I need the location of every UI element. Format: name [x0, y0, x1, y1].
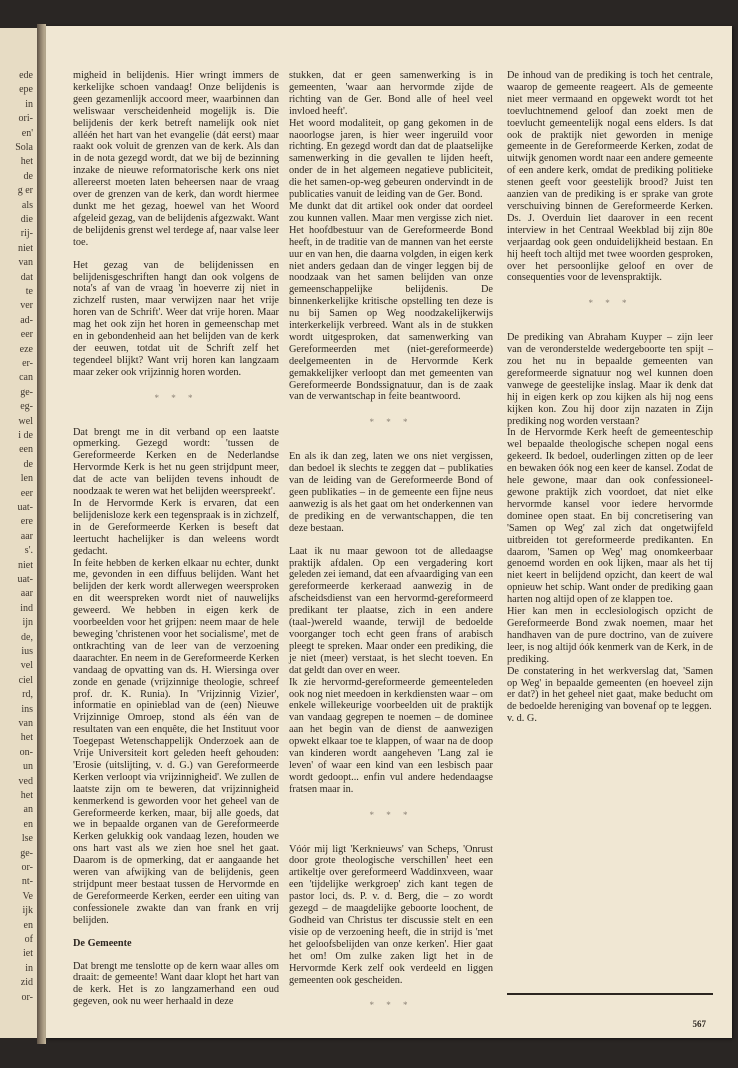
previous-page-fragment: aar: [20, 588, 33, 600]
previous-page-fragment: ad-: [20, 314, 33, 326]
previous-page-fragment: en: [23, 818, 33, 830]
text-column-2: [289, 70, 493, 1034]
previous-page-fragment: het: [20, 732, 33, 744]
previous-page-fragment: ind: [20, 602, 33, 614]
previous-page-fragment: un: [23, 761, 33, 773]
previous-page-fragment: wel: [18, 415, 33, 427]
previous-page-fragment: rij-: [20, 228, 33, 240]
previous-page-fragment: ijk: [22, 905, 33, 917]
paragraph: Me dunkt dat dit artikel ook onder dat oordeel zou kunnen vallen. Maar men vergisse zich niet. Het hoofdbestuur van de Gereformeerde Bond heeft, in de traditie van de mannen van het eerste uur en van hen, die daarna volgden, in eigen kerk niet anders gedaan dan de vinger leggen bij de noodzaak van het samen belijden van onze gemeenschappelijke belijdenis. De binnenkerkelijke kritische opstelling ten deze is nu bij Samen op Weg noodzakelijkerwijs interkerkelijk verbreed. Want als in de stukken wordt uitgesproken, dat samenwerking van Gereformeerden met (niet-gereformeerde) deelgemeenten in de Hervormde Kerk gemakkelijker verloopt dan met gemeenten van Gereformeerde Bondssignatuur, dan is de zaak van de verwantschap in feite beantwoord.: [289, 200, 493, 403]
previous-page-fragment: ved: [18, 775, 33, 787]
previous-page-fragment: an: [23, 804, 33, 816]
paragraph: Ik zie hervormd-gereformeerde gemeenteleden ook nog niet meedoen in kerkdiensten waar – om enkele willekeurige voorbeelden uit de praktijk van vandaag gegrepen te noemen – de dominee aan het begin van de dienst de aanwezigen opwekt elkaar toe te klappen, of waar na de doop van kinderen wordt aangeheven 'Lang zal ie leven' of waar een kind van een lesbisch paar wordt gedoopt... enfin vul andere hedendaagse fratsen maar in.: [289, 676, 493, 795]
paragraph: De prediking van Abraham Kuyper – zijn leer van de veronderstelde wedergeboorte ten spijt – zou het nu in bepaalde gemeenten van gereformeerde signatuur nog wel kunnen doen vanwege de geestelijke inslag. Maar ik denk dat hij in eigen kerk op zou kijken als hij nog eens kijken kon. Zou hij door zijn nazaten in Zijn prediking nog worden verstaan?: [507, 332, 713, 427]
previous-page-fragment: vel: [20, 660, 33, 672]
section-separator: * * *: [588, 298, 632, 309]
text-column-3: [507, 70, 713, 736]
previous-page-fragment: nt-: [21, 876, 33, 888]
previous-page-fragment: dat: [20, 271, 33, 283]
previous-page-fragment: en: [23, 919, 33, 931]
previous-page-fragment: ge-: [20, 847, 33, 859]
previous-page-fragment: len: [20, 473, 33, 485]
section-separator: * * *: [154, 392, 198, 403]
paragraph: Het gezag van de belijdenissen en belijdenisgeschriften hangt dan ook volgens de nota's af van de vraag 'in hoeverre zij niet in zichzelf rusten, maar verwijzen naar het vrije horen van de Schrift'. Weer dat vrije horen. Maar mag het ook zijn het horen in gemeenschap met en in gebondenheid aan het belijden van de kerk der eeuwen, totdat uit de Schrift zelf het tegendeel blijkt? Want vrij horen kan langzaam maar zeker ook vrijzinnig horen worden.: [73, 259, 279, 378]
previous-page-fragment: in: [25, 98, 33, 110]
previous-page-fragment: niet: [18, 559, 33, 571]
author-signature: v. d. G.: [507, 713, 537, 725]
previous-page-fragment: Ve: [22, 890, 33, 902]
previous-page-fragment: een: [19, 444, 33, 456]
previous-page-fragment: het: [20, 156, 33, 168]
section-separator: * * *: [369, 417, 413, 428]
previous-page-fragment: niet: [18, 242, 33, 254]
previous-page-fragment: ciel: [18, 674, 33, 686]
paragraph: Dat brengt me in dit verband op een laatste opmerking. Gezegd wordt: 'tussen de Gereformeerde Kerken en de Nederlandse Hervormde Kerk is het nu geen strijdpunt meer, dat de acte van belijden tevens inhoudt de noodzaak te weren wat het belijden weerspreekt'.: [73, 426, 279, 498]
previous-page-fragment: g er: [17, 185, 33, 197]
previous-page-fragment: s'.: [24, 545, 33, 557]
previous-page-fragment: die: [20, 214, 33, 225]
paragraph: Laat ik nu maar gewoon tot de alledaagse praktijk afdalen. Op een vergadering kort geleden zei iemand, dat een afvaardiging van een gereformeerde kerkeraad aanwezig in de afscheidsdienst van een hervormd-gereformeerd predikant ter plaatse, zich in een andere (taal-)wereld waande, terwijl de bedoelde voorganger toch echt geen frans of arabisch pleegt te spreken. Maar onder een prediking, die je niet (meer) verstaat, is het slecht toeven. En dat geldt dan over en weer.: [289, 545, 493, 676]
previous-page-fragment: eer: [20, 329, 33, 341]
paragraph: Hier kan men in ecclesiologisch opzicht de Gereformeerde Bond zwak noemen, maar het handhaven van de pure doctrino, van de zuivere leer, is nog altijd óók kenmerk van de Kerk, in de prediking.: [507, 606, 713, 665]
previous-page-fragment: eer: [20, 487, 33, 499]
previous-page-fragment: rd,: [22, 689, 33, 701]
previous-page-fragment: on-: [19, 746, 33, 758]
paragraph: Vóór mij ligt 'Kerknieuws' van Scheps, 'Onrust door grote theologische verschillen' heet een artikeltje over gereformeerd Waddinxveen, waar een 'tijdelijke werkgroep' zich kant tegen de pastor loci, ds. P. v. d. Berg, die – zo wordt gezegd – de maagdelijke geboorte loochent, de Godheid van Christus ter discussie stelt en een visie op de verzoening heeft, die in strijd is 'met het geloofsbelijden van onze kerken'. Hier gaat het om! Om zulke zaken ligt het in de Hervormde Kerk zelf ook verdeeld en liggen gemeenten ook gescheiden.: [289, 843, 493, 986]
previous-page-fragment: i de: [18, 430, 33, 441]
previous-page-fragment: te: [25, 286, 33, 297]
previous-page-fragment: aar: [20, 530, 33, 542]
page-gutter: [37, 24, 46, 1044]
previous-page-fragment: ver: [20, 300, 33, 312]
previous-page-fragment: in: [25, 962, 33, 974]
paragraph: Het woord modaliteit, op gang gekomen in de naoorlogse jaren, is hier weer ingeruild voor richting. En gezegd wordt dan dat de plaatselijke samenwerking in die gevallen te lijden heeft, onder de in het algemeen negatieve publiciteit, die het samen-op-weg gebeuren ondervindt in de publicaties vanuit de leiding van de Ger. Bond.: [289, 117, 493, 201]
previous-page-fragment: ijn: [22, 617, 33, 629]
previous-page-fragment: uat-: [17, 502, 33, 513]
previous-page-edge: [0, 28, 37, 1038]
previous-page-fragment: ere: [20, 516, 33, 528]
previous-page-fragment: can: [19, 372, 33, 384]
section-heading: De Gemeente: [73, 937, 132, 949]
previous-page-fragment: als: [21, 199, 33, 211]
page-number: 567: [692, 1019, 706, 1029]
previous-page-fragment: zid: [20, 977, 33, 989]
previous-page-fragment: ge-: [20, 386, 33, 398]
footer-rule: [507, 993, 713, 995]
previous-page-fragment: iet: [23, 948, 33, 960]
text-column-1: [73, 70, 279, 1019]
paragraph: In feite hebben de kerken elkaar nu echter, dunkt me, gevonden in een diffuus belijden. Want het belijden der kerk wordt allerwegen weersproken en dit weerspreken wordt niet of nauwelijks geweerd. We hebben in eigen kerk de voorbeelden voor het grijpen: neem maar de hele beweging 'christenen voor het socialisme', met de ontkrachting van de leer van de verzoening daarachter. En neem in de Gereformeerde Kerken vandaag de opvatting van ds. H. Wiersinga over zonde en genade (vrijzinnige theologie, schreef prof. dr. K. Runia). In 'Vrijzinnig Vizier', informatie en opinieblad van de (een) Nieuwe Vrijzinnige Omroep, stond als één van de resultaten van een enquête, die het Instituut voor Toegepast Wetenschappelijk Onderzoek aan de Vrije Universiteit kort geleden heeft gehouden: 'Erosie (uitslijting, v. d. G.) van Gereformeerde Kerken verloopt via vrijzinnigheid'. We zullen de laatste zijn om te beweren, dat vrijzinnigheid kenmerkend is geworden voor het geheel van de Gereformeerde kerken, maar, bij alle goeds, dat we in bepaalde organen van de Gereformeerde Kerken gelukkig ook vandaag lezen, houden we ons hart vast als we zien hoe snel het gaat. Daarom is de opmerking, dat er aangaande het weren van afwijking van de belijdenis, geen strijdpunt meer bestaat tussen de Hervormde en de Gereformeerde Kerken, eerder een uiting van confessionele zwakte dan van frank en vrij belijden.: [73, 557, 279, 926]
previous-page-fragment: uat-: [17, 574, 33, 585]
previous-page-fragment: Sola: [15, 142, 33, 153]
previous-page-fragment: eg-: [20, 401, 33, 413]
previous-page-fragment: ius: [21, 646, 33, 657]
magazine-page: [46, 26, 732, 1038]
previous-page-fragment: er-: [22, 358, 33, 369]
previous-page-fragment: or-: [21, 862, 33, 873]
previous-page-fragment: de: [23, 458, 33, 470]
section-separator: * * *: [369, 809, 413, 820]
previous-page-fragment: eze: [19, 343, 33, 355]
previous-page-fragment: or-: [21, 991, 33, 1003]
previous-page-fragment: ede: [19, 70, 33, 81]
previous-page-fragment: lse: [21, 833, 33, 845]
previous-page-fragment: van: [18, 257, 33, 269]
previous-page-fragment: epe: [19, 84, 33, 96]
section-separator: * * *: [369, 1000, 413, 1011]
paragraph: En als ik dan zeg, laten we ons niet vergissen, dan bedoel ik slechts te zeggen dat – publikaties van de leiding van de Gereformeerde Bond of geen publikaties – in de gemeente een fijne neus aanwezig is als het gaat om het onderkennen van de prediking en de verwantschappen, die ten deze bestaan.: [289, 451, 493, 534]
paragraph: Dat brengt me tenslotte op de kern waar alles om draait: de gemeente! Want daar klopt het hart van de kerk. Het is zo langzamerhand een oud gegeven, ook nu weer herhaald in deze: [73, 960, 279, 1008]
paragraph: De inhoud van de prediking is toch het centrale, waarop de gemeente reageert. Als de gemeente niet meer vermaand en opgewekt wordt tot het toevluchtnemend geloof dan zoekt men de toevlucht gemeentelijk nogal eens elders. Is dat ook de praktijk niet geworden in menige gemeente in de Gereformeerde Kerken, zodat de uitwijk genomen wordt naar een andere gemeente of een andere kerk, omdat de prediking politieke stenen geeft voor geestelijk brood? Juist ten aanzien van de prediking is er sprake van grote verschuiving binnen de Gereformeerde Kerken. Ds. J. Overduin liet daarover in een recent interview in het Centraal Weekblad bij zijn 80e verjaardag ook geen onduidelijkheid bestaan. En hij heeft toch altijd met twee woorden gesproken, over het persoonlijke geloof en over de consequenties voor de levenspraktijk.: [507, 70, 713, 284]
paragraph: migheid in belijdenis. Hier wringt immers de kerkelijke schoen vandaag! Onze belijdenis is geen gezamenlijk accoord meer, waarbinnen dan weliswaar verscheidenheid mogelijk is. Die belijdenis der kerk betreft namelijk ook niet alléén het hart van het evangelie (dát eerst) maar raakt ook voluit de grenzen van de kerk. Als dan in de nota gezegd wordt, dat we bij de bezinning inzake de nieuwe reformatorische kerk ons niet allereerst moeten laten beheersen naar de vraag over de grenzen van de kerk, dan wordt hiermee dunkt me het gezag, hoewel van het Woord afgeleid gezag, van de belijdenis afgezwakt. Want de belijdenis grenst wel terdege af, naar valse leer toe.: [73, 70, 279, 248]
previous-page-fragment: het: [20, 790, 33, 801]
previous-page-fragment: en': [21, 127, 33, 139]
previous-page-fragment: of: [24, 934, 33, 945]
previous-page-fragment: van: [18, 718, 33, 729]
previous-page-fragment: de: [23, 170, 33, 182]
previous-page-fragment: de,: [21, 631, 33, 643]
previous-page-fragment: ori-: [18, 113, 33, 125]
paragraph: stukken, dat er geen samenwerking is in gemeenten, 'waar aan hervormde zijde de richting van de Ger. Bond alle of heel veel invloed heeft'.: [289, 70, 493, 117]
paragraph: In de Hervormde Kerk heeft de gemeenteschip wel bepaalde theologische schepen nogal eens gekeerd. Ik bedoel, ouderlingen zitten op de leer en bewaken óók nog een keer de kansel. Zodat de hele gewone, maar dan ook confessioneel-gewone praktijk zich voordoet, dat niet elke hervormde kansel voor iedere hervormde dominee open staat. En bij concretisering van 'Samen op Weg' zal zich dat ongetwijfeld uitbreiden tot gereformeerde predikanten. En daarom, 'Samen op Weg' mag onomkeerbaar genoemd worden en ook lijken, maar als het tij niet keert in belijdend opzicht, dan keert de wal opnieuw het schip. Want onder de prediking gaan harten nog altijd open of ze klappen toe.: [507, 427, 713, 606]
previous-page-fragment: ins: [21, 703, 33, 715]
paragraph: De constatering in het werkverslag dat, 'Samen op Weg' in bepaalde gemeenten (en hoeveel zijn er dat?) in het geheel niet gaat, make beducht om de bedoelde hereniging van bovenaf op te leggen.: [507, 665, 713, 713]
paragraph: In de Hervormde Kerk is ervaren, dat een belijdenisloze kerk een tegenspraak is in zichzelf, in de Gereformeerde Kerken is beseft dat leertucht hachelijker is dan weleens wordt gedacht.: [73, 498, 279, 557]
